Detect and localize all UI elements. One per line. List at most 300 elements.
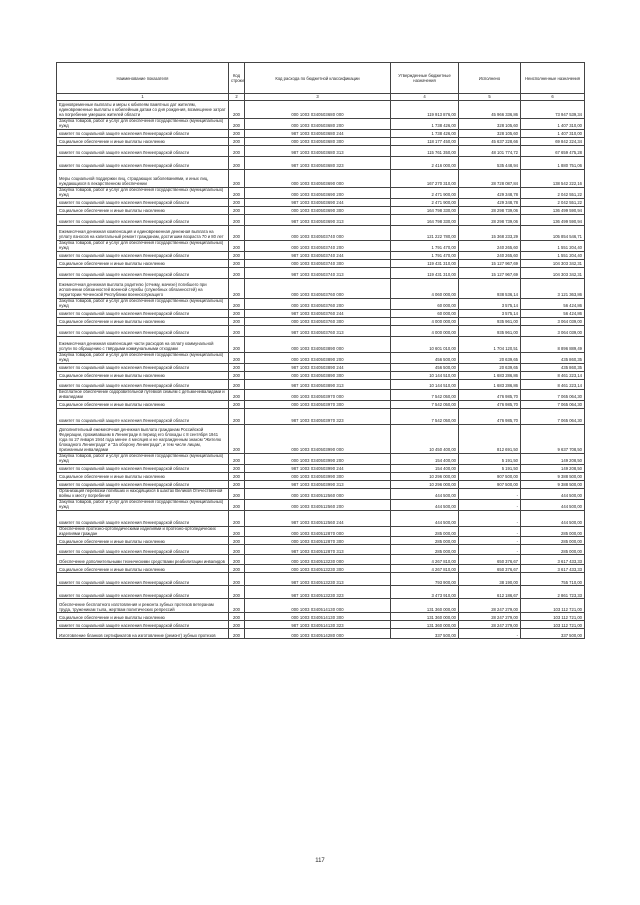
- classification-code-cell: 987 1003 0340503680 313: [245, 146, 391, 157]
- unexecuted-amount-cell: 444 500,00: [521, 510, 585, 526]
- line-code-cell: 200: [229, 510, 245, 526]
- indicator-name-cell: комитет по социальной защите населения Ленинградской области: [57, 252, 229, 260]
- classification-code-cell: 987 1003 0340503760 244: [245, 310, 391, 318]
- approved-amount-cell: 121 222 780,00: [391, 226, 459, 241]
- table-row: [57, 252, 585, 260]
- unexecuted-amount-cell: 103 112 721,00: [521, 613, 585, 621]
- classification-code-cell: 000 1003 0340514130 300: [245, 613, 391, 621]
- approved-amount-cell: 7 542 050,00: [391, 400, 459, 408]
- unexecuted-amount-cell: 104 303 342,31: [521, 260, 585, 268]
- unexecuted-amount-cell: 103 112 721,00: [521, 599, 585, 613]
- executed-amount-cell: 650 376,67: [459, 555, 521, 565]
- unexecuted-amount-cell: 1 551 204,40: [521, 241, 585, 252]
- approved-amount-cell: 1 791 470,00: [391, 241, 459, 252]
- indicator-name-cell: Ежемесячная денежная компенсация и единовременная денежная выплата на уплату взносов на капитальный ремонт гражданам, достигшим возраста 70 и 80 лет: [57, 226, 229, 241]
- approved-amount-cell: 7 542 050,00: [391, 390, 459, 401]
- indicator-name-cell: Ежемесячная денежная выплата родителю (отчиму, мачехе) погибшего при исполнении обязанностей военной службы (служебных обязанностей) на территории Чеченской Республики военнослужащего: [57, 279, 229, 299]
- classification-code-cell: 000 1003 0340512560 200: [245, 499, 391, 510]
- unexecuted-amount-cell: 755 710,00: [521, 573, 585, 586]
- indicator-name-cell: Социальное обеспечение и иные выплаты населению: [57, 400, 229, 408]
- line-code-cell: 200: [229, 453, 245, 464]
- executed-amount-cell: 15 127 967,69: [459, 268, 521, 279]
- approved-amount-cell: 1 738 426,00: [391, 130, 459, 138]
- table-row: [57, 226, 585, 241]
- line-code-cell: 200: [229, 555, 245, 565]
- table-body: [57, 101, 585, 639]
- approved-amount-cell: 444 500,00: [391, 499, 459, 510]
- indicator-name-cell: Обеспечение протезно-ортопедическими изделиями и протезно-ортопедических изделиями граждан: [57, 526, 229, 537]
- table-row: [57, 326, 585, 337]
- table-row: [57, 372, 585, 380]
- line-code-cell: 200: [229, 629, 245, 639]
- classification-code-cell: 987 1003 0340514130 323: [245, 621, 391, 629]
- table-row: [57, 629, 585, 639]
- classification-code-cell: 987 1003 0340512560 244: [245, 510, 391, 526]
- executed-amount-cell: 476 985,70: [459, 408, 521, 424]
- unexecuted-amount-cell: 3 064 039,00: [521, 318, 585, 326]
- unexecuted-amount-cell: 56 424,86: [521, 310, 585, 318]
- indicator-name-cell: комитет по социальной защите населения Ленинградской области: [57, 510, 229, 526]
- approved-amount-cell: 118 177 450,00: [391, 138, 459, 146]
- column-number: 6: [521, 94, 585, 101]
- unexecuted-amount-cell: 8 461 223,14: [521, 380, 585, 390]
- table-row: [57, 199, 585, 207]
- line-code-cell: 200: [229, 199, 245, 207]
- approved-amount-cell: 1 738 426,00: [391, 119, 459, 130]
- unexecuted-amount-cell: 104 303 342,31: [521, 268, 585, 279]
- executed-amount-cell: 28 247 279,00: [459, 613, 521, 621]
- classification-code-cell: 000 1003 0340503990 300: [245, 472, 391, 480]
- classification-code-cell: 000 1003 0340503740 200: [245, 241, 391, 252]
- unexecuted-amount-cell: 7 065 064,30: [521, 408, 585, 424]
- table-row: [57, 453, 585, 464]
- line-code-cell: 200: [229, 310, 245, 318]
- table-row: [57, 565, 585, 573]
- unexecuted-amount-cell: 444 500,00: [521, 499, 585, 510]
- line-code-cell: 200: [229, 226, 245, 241]
- line-code-cell: 200: [229, 188, 245, 199]
- unexecuted-amount-cell: 1 551 204,40: [521, 252, 585, 260]
- executed-amount-cell: 429 348,78: [459, 188, 521, 199]
- approved-amount-cell: 60 000,00: [391, 299, 459, 310]
- table-row: [57, 241, 585, 252]
- line-code-cell: 200: [229, 400, 245, 408]
- classification-code-cell: 987 1003 0340503740 313: [245, 268, 391, 279]
- indicator-name-cell: комитет по социальной защите населения Ленинградской области: [57, 573, 229, 586]
- classification-code-cell: 987 1003 0340503680 244: [245, 130, 391, 138]
- approved-amount-cell: 793 900,00: [391, 573, 459, 586]
- header-unexecuted: Неисполненные назначения: [521, 63, 585, 94]
- indicator-name-cell: Социальное обеспечение и иные выплаты населению: [57, 565, 229, 573]
- executed-amount-cell: 15 127 967,69: [459, 260, 521, 268]
- executed-amount-cell: 476 985,70: [459, 390, 521, 401]
- classification-code-cell: 987 1003 0340503890 244: [245, 364, 391, 372]
- table-row: [57, 424, 585, 453]
- unexecuted-amount-cell: 3 617 433,33: [521, 565, 585, 573]
- column-number: 1: [57, 94, 229, 101]
- unexecuted-amount-cell: 69 842 224,34: [521, 138, 585, 146]
- unexecuted-amount-cell: 149 208,50: [521, 464, 585, 472]
- classification-code-cell: 987 1003 0340503690 244: [245, 199, 391, 207]
- indicator-name-cell: комитет по социальной защите населения Ленинградской области: [57, 215, 229, 226]
- approved-amount-cell: 131 360 000,00: [391, 621, 459, 629]
- classification-code-cell: 000 1003 0340503990 200: [245, 453, 391, 464]
- approved-amount-cell: 2 471 900,00: [391, 199, 459, 207]
- classification-code-cell: 000 1003 0340512560 000: [245, 488, 391, 499]
- line-code-cell: 200: [229, 138, 245, 146]
- indicator-name-cell: Дополнительный ежемесячная денежная выплата гражданам Российской Федерации, проживавшим в Ленинграде в период его блокады с 8 сентября 1941 года по 27 января 1944 года менее 4 месяцев и не награжденным знаком "Жителю блокадного Ленинграда" и "За оборону Ленинграда", и тем числе лицам, признанным инвалидами: [57, 424, 229, 453]
- line-code-cell: 200: [229, 424, 245, 453]
- indicator-name-cell: Обеспечение бесплатного изготовления и ремонта зубных протезов ветеранам труда, труженикам тыла, жертвам политических репрессий: [57, 599, 229, 613]
- unexecuted-amount-cell: 136 499 590,94: [521, 215, 585, 226]
- executed-amount-cell: 612 186,67: [459, 586, 521, 599]
- line-code-cell: 200: [229, 372, 245, 380]
- approved-amount-cell: 2 471 900,00: [391, 188, 459, 199]
- approved-amount-cell: 10 601 010,00: [391, 337, 459, 353]
- approved-amount-cell: 4 060 000,00: [391, 279, 459, 299]
- classification-code-cell: 000 1003 0340514280 000: [245, 629, 391, 639]
- unexecuted-amount-cell: 285 000,00: [521, 526, 585, 537]
- approved-amount-cell: 164 798 330,00: [391, 207, 459, 215]
- executed-amount-cell: 476 985,70: [459, 400, 521, 408]
- line-code-cell: 200: [229, 545, 245, 555]
- line-code-cell: 200: [229, 318, 245, 326]
- approved-amount-cell: 119 431 310,00: [391, 260, 459, 268]
- line-code-cell: 200: [229, 268, 245, 279]
- executed-amount-cell: 28 298 739,06: [459, 215, 521, 226]
- executed-amount-cell: 38 190,00: [459, 573, 521, 586]
- classification-code-cell: 000 1003 0340513230 300: [245, 565, 391, 573]
- executed-amount-cell: -: [459, 545, 521, 555]
- classification-code-cell: 000 1003 0340503690 200: [245, 188, 391, 199]
- classification-code-cell: 987 1003 0340513230 313: [245, 573, 391, 586]
- table-row: [57, 146, 585, 157]
- unexecuted-amount-cell: 105 854 546,71: [521, 226, 585, 241]
- approved-amount-cell: 444 500,00: [391, 488, 459, 499]
- approved-amount-cell: 4 267 810,00: [391, 565, 459, 573]
- indicator-name-cell: Организация перевозки погибших и находящихся в шахтах Великой Отечественной войны к месту погребения: [57, 488, 229, 499]
- classification-code-cell: 987 1003 0340503680 323: [245, 157, 391, 170]
- indicator-name-cell: Единовременные выплаты и меры к юбилеям памятных дат жителям, единовременные выплаты к юбилейным датам со дня рождения, возмещение затрат на погребение умерших жителей области: [57, 101, 229, 119]
- indicator-name-cell: Закупка товаров, работ и услуг для обеспечения государственных (муниципальных) нужд: [57, 353, 229, 364]
- line-code-cell: 200: [229, 130, 245, 138]
- approved-amount-cell: 154 400,00: [391, 453, 459, 464]
- unexecuted-amount-cell: 3 617 433,33: [521, 555, 585, 565]
- table-row: [57, 268, 585, 279]
- executed-amount-cell: -: [459, 526, 521, 537]
- indicator-name-cell: Закупка товаров, работ и услуг для обеспечения государственных (муниципальных) нужд: [57, 453, 229, 464]
- line-code-cell: 200: [229, 337, 245, 353]
- unexecuted-amount-cell: 138 542 222,16: [521, 170, 585, 188]
- unexecuted-amount-cell: 337 500,00: [521, 629, 585, 639]
- executed-amount-cell: 240 265,60: [459, 252, 521, 260]
- unexecuted-amount-cell: 8 896 889,49: [521, 337, 585, 353]
- table-row: [57, 337, 585, 353]
- table-row: [57, 555, 585, 565]
- approved-amount-cell: 456 500,00: [391, 353, 459, 364]
- indicator-name-cell: Социальное обеспечение и иные выплаты населению: [57, 260, 229, 268]
- executed-amount-cell: 5 191,50: [459, 464, 521, 472]
- approved-amount-cell: 456 500,00: [391, 364, 459, 372]
- line-code-cell: 200: [229, 146, 245, 157]
- line-code-cell: 200: [229, 380, 245, 390]
- table-row: [57, 472, 585, 480]
- table-row: [57, 621, 585, 629]
- column-number: 4: [391, 94, 459, 101]
- indicator-name-cell: комитет по социальной защите населения Ленинградской области: [57, 408, 229, 424]
- header-executed: Исполнено: [459, 63, 521, 94]
- table-row: [57, 310, 585, 318]
- line-code-cell: 200: [229, 472, 245, 480]
- line-code-cell: 200: [229, 390, 245, 401]
- approved-amount-cell: 285 000,00: [391, 526, 459, 537]
- line-code-cell: 200: [229, 408, 245, 424]
- approved-amount-cell: 164 798 330,00: [391, 215, 459, 226]
- executed-amount-cell: 938 536,14: [459, 279, 521, 299]
- executed-amount-cell: 45 966 336,86: [459, 101, 521, 119]
- executed-amount-cell: 20 639,65: [459, 364, 521, 372]
- indicator-name-cell: Закупка товаров, работ и услуг для обеспечения государственных (муниципальных) нужд: [57, 188, 229, 199]
- executed-amount-cell: 907 500,00: [459, 480, 521, 488]
- budget-execution-table: [56, 62, 585, 639]
- unexecuted-amount-cell: 3 121 363,86: [521, 279, 585, 299]
- table-row: [57, 510, 585, 526]
- unexecuted-amount-cell: 9 637 708,50: [521, 424, 585, 453]
- approved-amount-cell: 167 270 310,00: [391, 170, 459, 188]
- indicator-name-cell: комитет по социальной защите населения Ленинградской области: [57, 545, 229, 555]
- classification-code-cell: 987 1003 0340503890 313: [245, 380, 391, 390]
- unexecuted-amount-cell: 1 407 310,00: [521, 130, 585, 138]
- line-code-cell: 200: [229, 526, 245, 537]
- line-code-cell: 200: [229, 157, 245, 170]
- line-code-cell: 200: [229, 241, 245, 252]
- executed-amount-cell: 935 961,00: [459, 326, 521, 337]
- classification-code-cell: 000 1003 0340503740 000: [245, 226, 391, 241]
- table-row: [57, 364, 585, 372]
- classification-code-cell: 000 1003 0340503760 200: [245, 299, 391, 310]
- line-code-cell: 200: [229, 119, 245, 130]
- line-code-cell: 200: [229, 207, 245, 215]
- indicator-name-cell: Закупка товаров, работ и услуг для обеспечения государственных (муниципальных) нужд: [57, 499, 229, 510]
- line-code-cell: 200: [229, 353, 245, 364]
- executed-amount-cell: 535 448,94: [459, 157, 521, 170]
- unexecuted-amount-cell: 56 424,86: [521, 299, 585, 310]
- unexecuted-amount-cell: 67 659 475,28: [521, 146, 585, 157]
- unexecuted-amount-cell: 8 461 223,14: [521, 372, 585, 380]
- table-row: [57, 299, 585, 310]
- indicator-name-cell: комитет по социальной защите населения Ленинградской области: [57, 586, 229, 599]
- table-row: [57, 599, 585, 613]
- line-code-cell: 200: [229, 326, 245, 337]
- line-code-cell: 200: [229, 252, 245, 260]
- executed-amount-cell: 48 101 774,72: [459, 146, 521, 157]
- executed-amount-cell: 3 575,14: [459, 310, 521, 318]
- unexecuted-amount-cell: 9 388 500,00: [521, 472, 585, 480]
- executed-amount-cell: 28 728 087,84: [459, 170, 521, 188]
- line-code-cell: 200: [229, 537, 245, 545]
- indicator-name-cell: комитет по социальной защите населения Ленинградской области: [57, 464, 229, 472]
- column-number-row: [57, 94, 585, 101]
- executed-amount-cell: 907 500,00: [459, 472, 521, 480]
- table-row: [57, 464, 585, 472]
- approved-amount-cell: 7 542 050,00: [391, 408, 459, 424]
- classification-code-cell: 000 1003 0340503690 000: [245, 170, 391, 188]
- table-row: [57, 353, 585, 364]
- classification-code-cell: 000 1003 0340503970 300: [245, 400, 391, 408]
- executed-amount-cell: 1 683 286,86: [459, 372, 521, 380]
- table-row: [57, 207, 585, 215]
- line-code-cell: 200: [229, 260, 245, 268]
- unexecuted-amount-cell: 2 042 551,22: [521, 199, 585, 207]
- approved-amount-cell: 285 000,00: [391, 537, 459, 545]
- classification-code-cell: 987 1003 0340503990 313: [245, 480, 391, 488]
- indicator-name-cell: комитет по социальной защите населения Ленинградской области: [57, 380, 229, 390]
- indicator-name-cell: комитет по социальной защите населения Ленинградской области: [57, 130, 229, 138]
- indicator-name-cell: Бесплатное обеспечение оздоровительной путевкой семьям с детьми-инвалидами и инвалидами: [57, 390, 229, 401]
- executed-amount-cell: 650 376,67: [459, 565, 521, 573]
- line-code-cell: 200: [229, 279, 245, 299]
- table-row: [57, 586, 585, 599]
- unexecuted-amount-cell: 1 407 310,00: [521, 119, 585, 130]
- approved-amount-cell: 1 791 470,00: [391, 252, 459, 260]
- line-code-cell: 200: [229, 101, 245, 119]
- indicator-name-cell: Социальное обеспечение и иные выплаты населению: [57, 613, 229, 621]
- unexecuted-amount-cell: 285 000,00: [521, 537, 585, 545]
- line-code-cell: 200: [229, 586, 245, 599]
- executed-amount-cell: 28 247 279,00: [459, 621, 521, 629]
- line-code-cell: 200: [229, 215, 245, 226]
- approved-amount-cell: 2 416 000,00: [391, 157, 459, 170]
- executed-amount-cell: 1 683 286,86: [459, 380, 521, 390]
- executed-amount-cell: 45 637 228,66: [459, 138, 521, 146]
- approved-amount-cell: 10 296 000,00: [391, 480, 459, 488]
- classification-code-cell: 000 1003 0340503890 000: [245, 337, 391, 353]
- approved-amount-cell: 4 000 000,00: [391, 326, 459, 337]
- table-row: [57, 260, 585, 268]
- classification-code-cell: 000 1003 0340503690 300: [245, 207, 391, 215]
- table-row: [57, 279, 585, 299]
- classification-code-cell: 000 1003 0340503760 300: [245, 318, 391, 326]
- header-line-code: Код строки: [229, 63, 245, 94]
- table-row: [57, 215, 585, 226]
- classification-code-cell: 000 1003 0340512870 300: [245, 537, 391, 545]
- executed-amount-cell: 5 191,50: [459, 453, 521, 464]
- approved-amount-cell: 119 913 876,00: [391, 101, 459, 119]
- column-number: 5: [459, 94, 521, 101]
- unexecuted-amount-cell: 3 064 039,00: [521, 326, 585, 337]
- unexecuted-amount-cell: 2 042 551,22: [521, 188, 585, 199]
- line-code-cell: 200: [229, 621, 245, 629]
- executed-amount-cell: 328 105,60: [459, 130, 521, 138]
- executed-amount-cell: 812 691,50: [459, 424, 521, 453]
- unexecuted-amount-cell: 136 499 590,94: [521, 207, 585, 215]
- line-code-cell: 200: [229, 565, 245, 573]
- classification-code-cell: 000 1003 0340503890 300: [245, 372, 391, 380]
- column-number: 3: [245, 94, 391, 101]
- indicator-name-cell: Закупка товаров, работ и услуг для обеспечения государственных (муниципальных) нужд: [57, 299, 229, 310]
- unexecuted-amount-cell: 435 860,35: [521, 353, 585, 364]
- unexecuted-amount-cell: 149 208,50: [521, 453, 585, 464]
- table-row: [57, 130, 585, 138]
- approved-amount-cell: 131 360 000,00: [391, 599, 459, 613]
- table-row: [57, 545, 585, 555]
- classification-code-cell: 000 1003 0340503680 200: [245, 119, 391, 130]
- executed-amount-cell: 935 961,00: [459, 318, 521, 326]
- line-code-cell: 200: [229, 613, 245, 621]
- indicator-name-cell: Социальное обеспечение и иные выплаты населению: [57, 537, 229, 545]
- approved-amount-cell: 4 267 810,00: [391, 555, 459, 565]
- indicator-name-cell: комитет по социальной защите населения Ленинградской области: [57, 268, 229, 279]
- classification-code-cell: 000 1003 0340503680 300: [245, 138, 391, 146]
- executed-amount-cell: 28 247 279,00: [459, 599, 521, 613]
- line-code-cell: 200: [229, 480, 245, 488]
- indicator-name-cell: Закупка товаров, работ и услуг для обеспечения государственных (муниципальных) нужд: [57, 119, 229, 130]
- executed-amount-cell: 15 368 233,29: [459, 226, 521, 241]
- indicator-name-cell: Изготовление бланков сертификатов на изготовление (ремонт) зубных протезов: [57, 629, 229, 639]
- line-code-cell: 200: [229, 364, 245, 372]
- table-row: [57, 188, 585, 199]
- executed-amount-cell: 328 105,60: [459, 119, 521, 130]
- executed-amount-cell: 28 298 739,06: [459, 207, 521, 215]
- approved-amount-cell: 3 473 910,00: [391, 586, 459, 599]
- approved-amount-cell: 10 144 510,00: [391, 380, 459, 390]
- table-row: [57, 400, 585, 408]
- classification-code-cell: 000 1003 0340513230 000: [245, 555, 391, 565]
- line-code-cell: 200: [229, 499, 245, 510]
- table-row: [57, 480, 585, 488]
- unexecuted-amount-cell: 1 880 751,06: [521, 157, 585, 170]
- approved-amount-cell: 444 500,00: [391, 510, 459, 526]
- indicator-name-cell: Ежемесячная денежная компенсация части расходов на оплату коммунальной услуги по обращению с твёрдыми коммунальными отходами: [57, 337, 229, 353]
- indicator-name-cell: комитет по социальной защите населения Ленинградской области: [57, 621, 229, 629]
- indicator-name-cell: комитет по социальной защите населения Ленинградской области: [57, 310, 229, 318]
- indicator-name-cell: комитет по социальной защите населения Ленинградской области: [57, 480, 229, 488]
- page-number: 117: [315, 858, 325, 864]
- unexecuted-amount-cell: 444 500,00: [521, 488, 585, 499]
- indicator-name-cell: комитет по социальной защите населения Ленинградской области: [57, 326, 229, 337]
- unexecuted-amount-cell: 7 065 064,30: [521, 390, 585, 401]
- indicator-name-cell: комитет по социальной защите населения Ленинградской области: [57, 199, 229, 207]
- executed-amount-cell: -: [459, 488, 521, 499]
- table-row: [57, 138, 585, 146]
- table-row: [57, 170, 585, 188]
- approved-amount-cell: 337 500,00: [391, 629, 459, 639]
- indicator-name-cell: Закупка товаров, работ и услуг для обеспечения государственных (муниципальных) нужд: [57, 241, 229, 252]
- classification-code-cell: 987 1003 0340512870 313: [245, 545, 391, 555]
- classification-code-cell: 987 1003 0340503740 244: [245, 252, 391, 260]
- classification-code-cell: 000 1003 0340503740 300: [245, 260, 391, 268]
- unexecuted-amount-cell: 73 947 539,34: [521, 101, 585, 119]
- indicator-name-cell: комитет по социальной защите населения Ленинградской области: [57, 364, 229, 372]
- header-indicator-name: Наименование показателя: [57, 63, 229, 94]
- unexecuted-amount-cell: 285 000,00: [521, 545, 585, 555]
- unexecuted-amount-cell: 103 112 721,00: [521, 621, 585, 629]
- unexecuted-amount-cell: 435 860,35: [521, 364, 585, 372]
- classification-code-cell: 000 1003 0340503890 200: [245, 353, 391, 364]
- approved-amount-cell: 119 431 310,00: [391, 268, 459, 279]
- line-code-cell: 200: [229, 599, 245, 613]
- line-code-cell: 200: [229, 573, 245, 586]
- indicator-name-cell: Обеспечение дополнительными техническими средствами реабилитации инвалидов: [57, 555, 229, 565]
- table-header-row: [57, 63, 585, 94]
- table-row: [57, 101, 585, 119]
- indicator-name-cell: комитет по социальной защите населения Ленинградской области: [57, 146, 229, 157]
- indicator-name-cell: Социальное обеспечение и иные выплаты населению: [57, 207, 229, 215]
- approved-amount-cell: 154 400,00: [391, 464, 459, 472]
- unexecuted-amount-cell: 9 388 500,00: [521, 480, 585, 488]
- table-row: [57, 157, 585, 170]
- indicator-name-cell: Социальное обеспечение и иные выплаты населению: [57, 138, 229, 146]
